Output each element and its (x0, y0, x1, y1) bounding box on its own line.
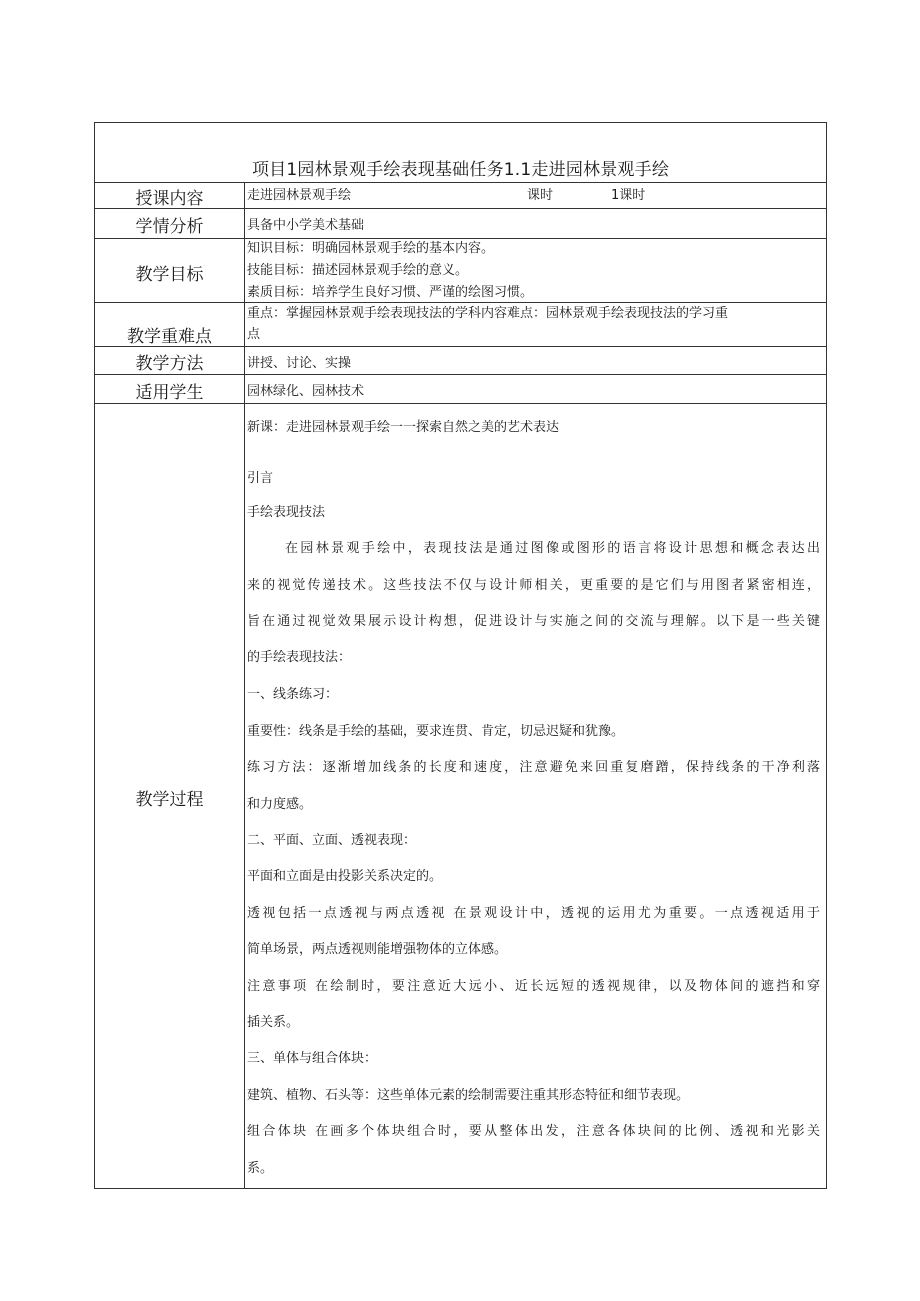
learner-analysis-value: 具备中小学美术基础 (247, 218, 365, 233)
target-students-value: 园林绿化、园林技术 (247, 384, 365, 399)
paragraph-line-2: 来的视觉传递技术。这些技法不仅与设计师相关，更重要的是它们与用图者紧密相连， (247, 578, 820, 593)
section3-heading: 三、单体与组合体块： (247, 1051, 378, 1066)
teaching-method-value: 讲授、讨论、实操 (247, 356, 352, 371)
lesson-content-value: 走进园林景观手绘 (247, 188, 352, 203)
label-key-points: 教学重难点 (95, 303, 245, 346)
section2-plan: 平面和立面是由投影关系决定的。 (247, 869, 443, 884)
label-teaching-process: 教学过程 (95, 404, 245, 1188)
label-teaching-goals: 教学目标 (95, 239, 245, 302)
goal-skill: 技能目标：描述园林景观手绘的意义。 (247, 263, 469, 278)
new-lesson-title: 新课：走进园林景观手绘一一探索自然之美的艺术表达 (247, 420, 560, 435)
section1-method-line2: 和力度感。 (247, 797, 313, 812)
section2-heading: 二、平面、立面、透视表现： (247, 833, 417, 848)
section2-perspective-line2: 简单场景，两点透视则能增强物体的立体感。 (247, 942, 508, 957)
hours-value: 1课时 (611, 188, 646, 203)
section2-perspective-line1: 透视包括一点透视与两点透视 在景观设计中，透视的运用尤为重要。一点透视适用于 (247, 906, 820, 921)
intro-heading: 引言 (247, 471, 274, 486)
section3-combo-line1: 组合体块 在画多个体块组合时，要从整体出发，注意各体块间的比例、透视和光影关 (247, 1124, 820, 1139)
title-row (95, 123, 826, 183)
section1-method-line1: 练习方法：逐渐增加线条的长度和速度，注意避免来回重复磨蹭，保持线条的干净利落 (247, 760, 820, 775)
goal-knowledge: 知识目标：明确园林景观手绘的基本内容。 (247, 241, 495, 256)
label-lesson-content: 授课内容 (95, 182, 245, 208)
section1-importance: 重要性：线条是手绘的基础，要求连贯、肯定，切忌迟疑和犹豫。 (247, 724, 625, 739)
row-teaching-goals (95, 239, 826, 303)
label-target-students: 适用学生 (95, 375, 245, 403)
section3-combo-line2: 系。 (247, 1161, 274, 1176)
label-teaching-method: 教学方法 (95, 347, 245, 374)
paragraph-line-4: 的手绘表现技法： (247, 650, 352, 665)
goal-quality: 素质目标：培养学生良好习惯、严谨的绘图习惯。 (247, 285, 534, 300)
key-points-line2: 点 (247, 327, 261, 342)
row-lesson-content (95, 182, 826, 209)
row-key-points (95, 303, 826, 347)
row-teaching-process (95, 404, 826, 1188)
row-learner-analysis (95, 209, 826, 239)
technique-heading: 手绘表现技法 (247, 505, 326, 520)
page-title: 项目1园林景观手绘表现基础任务1.1走进园林景观手绘 (251, 160, 670, 180)
section3-single: 建筑、植物、石头等：这些单体元素的绘制需要注重其形态特征和细节表现。 (247, 1088, 690, 1103)
section1-heading: 一、线条练习： (247, 687, 339, 702)
hours-label: 课时 (527, 188, 554, 203)
paragraph-line-1: 在园林景观手绘中，表现技法是通过图像或图形的语言将设计思想和概念表达出 (285, 541, 820, 556)
section2-note-line1: 注意事项 在绘制时，要注意近大远小、近长远短的透视规律，以及物体间的遮挡和穿 (247, 979, 820, 994)
section2-note-line2: 插关系。 (247, 1015, 300, 1030)
key-points-line1: 重点：掌握园林景观手绘表现技法的学科内容难点：园林景观手绘表现技法的学习重 (247, 306, 729, 321)
row-teaching-method (95, 347, 826, 375)
paragraph-line-3: 旨在通过视觉效果展示设计构想，促进设计与实施之间的交流与理解。以下是一些关键 (247, 614, 820, 629)
label-learner-analysis: 学情分析 (95, 209, 245, 238)
lesson-plan-table (94, 122, 827, 1189)
row-target-students (95, 375, 826, 404)
